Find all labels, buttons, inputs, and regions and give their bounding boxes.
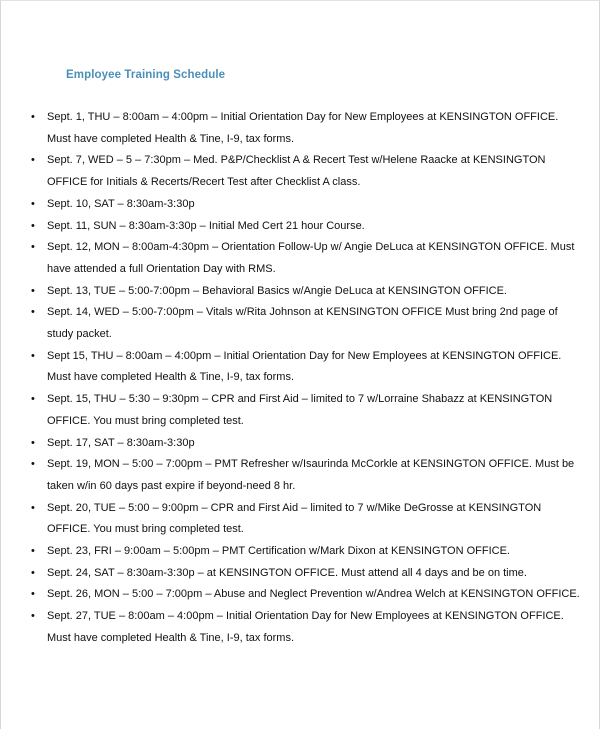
schedule-list — [1, 107, 599, 650]
list-item: • Sept. 10, SAT – 8:30am-3:30p — [1, 194, 599, 216]
list-item: • Sept. 11, SUN – 8:30am-3:30p – Initial Med Cert 21 hour Course. — [1, 216, 599, 238]
list-item: • Sept. 7, WED – 5 – 7:30pm – Med. P&P/Checklist A & Recert Test w/Helene Raacke at KENSINGTON OFFICE for Initials & Recerts/Recert Test after Checklist A class. — [1, 150, 599, 193]
list-item: • Sept 15, THU – 8:00am – 4:00pm – Initial Orientation Day for New Employees at KENSINGTON OFFICE. Must have completed Health & Tine, I-9, tax forms. — [1, 346, 599, 389]
page-title: Employee Training Schedule — [66, 69, 226, 81]
list-item: • Sept. 26, MON – 5:00 – 7:00pm – Abuse and Neglect Prevention w/Andrea Welch at KENSINGTON OFFICE. — [1, 584, 599, 606]
list-item: • Sept. 12, MON – 8:00am-4:30pm – Orientation Follow-Up w/ Angie DeLuca at KENSINGTON OFFICE. Must have attended a full Orientation Day with RMS. — [1, 237, 599, 280]
list-item: • Sept. 24, SAT – 8:30am-3:30p – at KENSINGTON OFFICE. Must attend all 4 days and be on time. — [1, 563, 599, 585]
list-item: • Sept. 17, SAT – 8:30am-3:30p — [1, 433, 599, 455]
list-item: • Sept. 1, THU – 8:00am – 4:00pm – Initial Orientation Day for New Employees at KENSINGTON OFFICE. Must have completed Health & Tine, I-9, tax forms. — [1, 107, 599, 150]
list-item: • Sept. 15, THU – 5:30 – 9:30pm – CPR and First Aid – limited to 7 w/Lorraine Shabazz at KENSINGTON OFFICE. You must bring completed test. — [1, 389, 599, 432]
list-item: • Sept. 19, MON – 5:00 – 7:00pm – PMT Refresher w/Isaurinda McCorkle at KENSINGTON OFFICE. Must be taken w/in 60 days past expire if beyond-need 8 hr. — [1, 454, 599, 497]
list-item: • Sept. 14, WED – 5:00-7:00pm – Vitals w/Rita Johnson at KENSINGTON OFFICE Must bring 2nd page of study packet. — [1, 302, 599, 345]
list-item: • Sept. 27, TUE – 8:00am – 4:00pm – Initial Orientation Day for New Employees at KENSINGTON OFFICE. Must have completed Health & Tine, I-9, tax forms. — [1, 606, 599, 649]
list-item: • Sept. 13, TUE – 5:00-7:00pm – Behavioral Basics w/Angie DeLuca at KENSINGTON OFFICE. — [1, 281, 599, 303]
list-item: • Sept. 23, FRI – 9:00am – 5:00pm – PMT Certification w/Mark Dixon at KENSINGTON OFFICE. — [1, 541, 599, 563]
list-item: • Sept. 20, TUE – 5:00 – 9:00pm – CPR and First Aid – limited to 7 w/Mike DeGrosse at KENSINGTON OFFICE. You must bring completed test. — [1, 498, 599, 541]
